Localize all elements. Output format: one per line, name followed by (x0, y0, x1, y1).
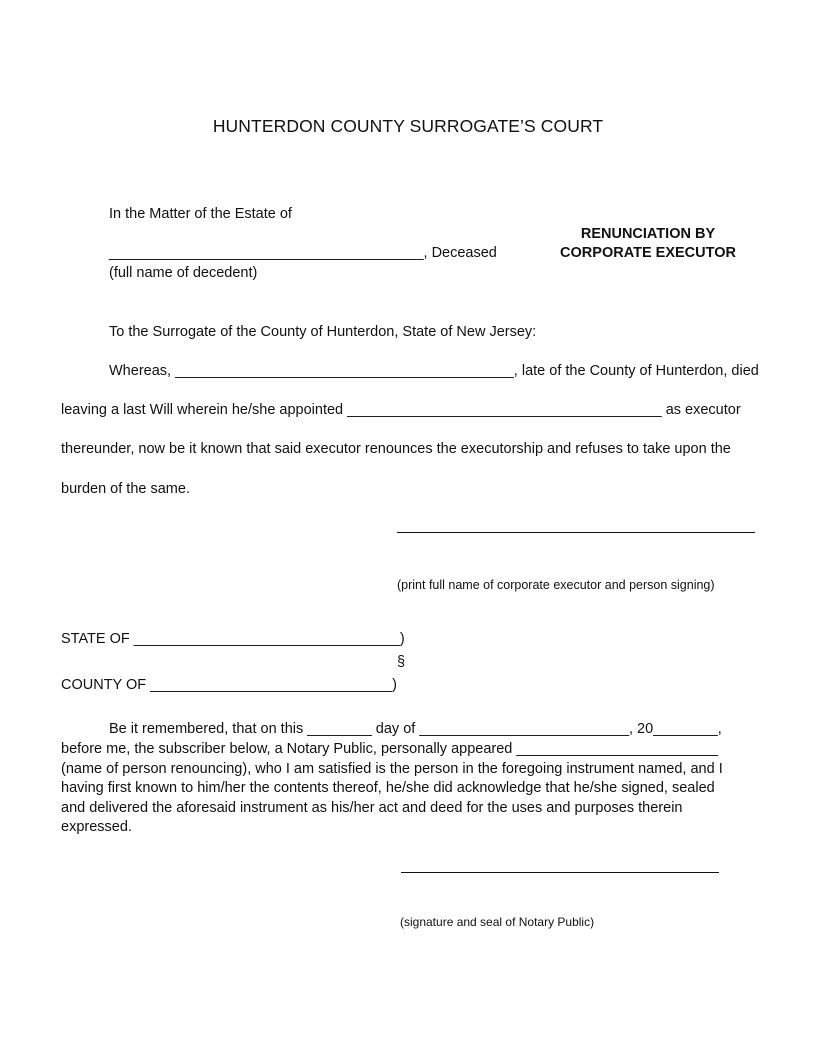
salutation: To the Surrogate of the County of Hunterdon, State of New Jersey: (109, 324, 537, 340)
estate-line: In the Matter of the Estate of (109, 206, 292, 222)
executor-signature-note: (print full name of corporate executor and person signing) (397, 578, 715, 592)
ack-line-1: Be it remembered, that on this ________ day of __________________________, 20________, (109, 721, 722, 737)
body-line-2 (61, 401, 741, 419)
body-line-1 (109, 362, 759, 380)
appointed-suffix: as executor (661, 402, 741, 418)
decedent-name-blank[interactable]: _______________________________________ (109, 245, 424, 261)
ack-line-5: and delivered the aforesaid instrument as his/her act and deed for the uses and purposes therein (61, 800, 683, 816)
ack-line-4: having first known to him/her the contents thereof, he/she did acknowledge that he/she signed, sealed (61, 780, 715, 796)
executor-name-blank[interactable]: _______________________________________ (347, 402, 662, 418)
whereas-suffix: , late of the County of Hunterdon, died (513, 363, 759, 379)
ack-line-3: (name of person renouncing), who I am satisfied is the person in the foregoing instrument named, and I (61, 761, 723, 777)
body-line-4: burden of the same. (61, 481, 190, 497)
executor-signature-line[interactable] (397, 532, 755, 533)
court-title (0, 117, 816, 135)
decedent-note: (full name of decedent) (109, 265, 258, 281)
section-symbol: § (397, 654, 406, 670)
testator-name-blank[interactable]: __________________________________________ (175, 363, 514, 379)
form-title-line1: RENUNCIATION BY (580, 226, 716, 242)
ack-line-2: before me, the subscriber below, a Notary Public, personally appeared _________________________ (61, 741, 718, 757)
ack-line-6: expressed. (61, 819, 132, 835)
state-of-line: STATE OF _________________________________) (61, 631, 405, 647)
county-of-line: COUNTY OF ______________________________) (61, 677, 397, 693)
body-line-3: thereunder, now be it known that said executor renounces the executorship and refuses to take upon the (61, 441, 731, 457)
notary-signature-note: (signature and seal of Notary Public) (400, 915, 595, 929)
court-title-text: HUNTERDON COUNTY SURROGATE’S COURT (212, 116, 604, 136)
notary-signature-line[interactable] (401, 872, 719, 873)
whereas-prefix: Whereas, (109, 363, 176, 379)
form-title-line2: CORPORATE EXECUTOR (560, 245, 736, 261)
deceased-line (109, 244, 497, 262)
deceased-suffix: , Deceased (423, 245, 497, 261)
appointed-prefix: leaving a last Will wherein he/she appointed (61, 402, 348, 418)
